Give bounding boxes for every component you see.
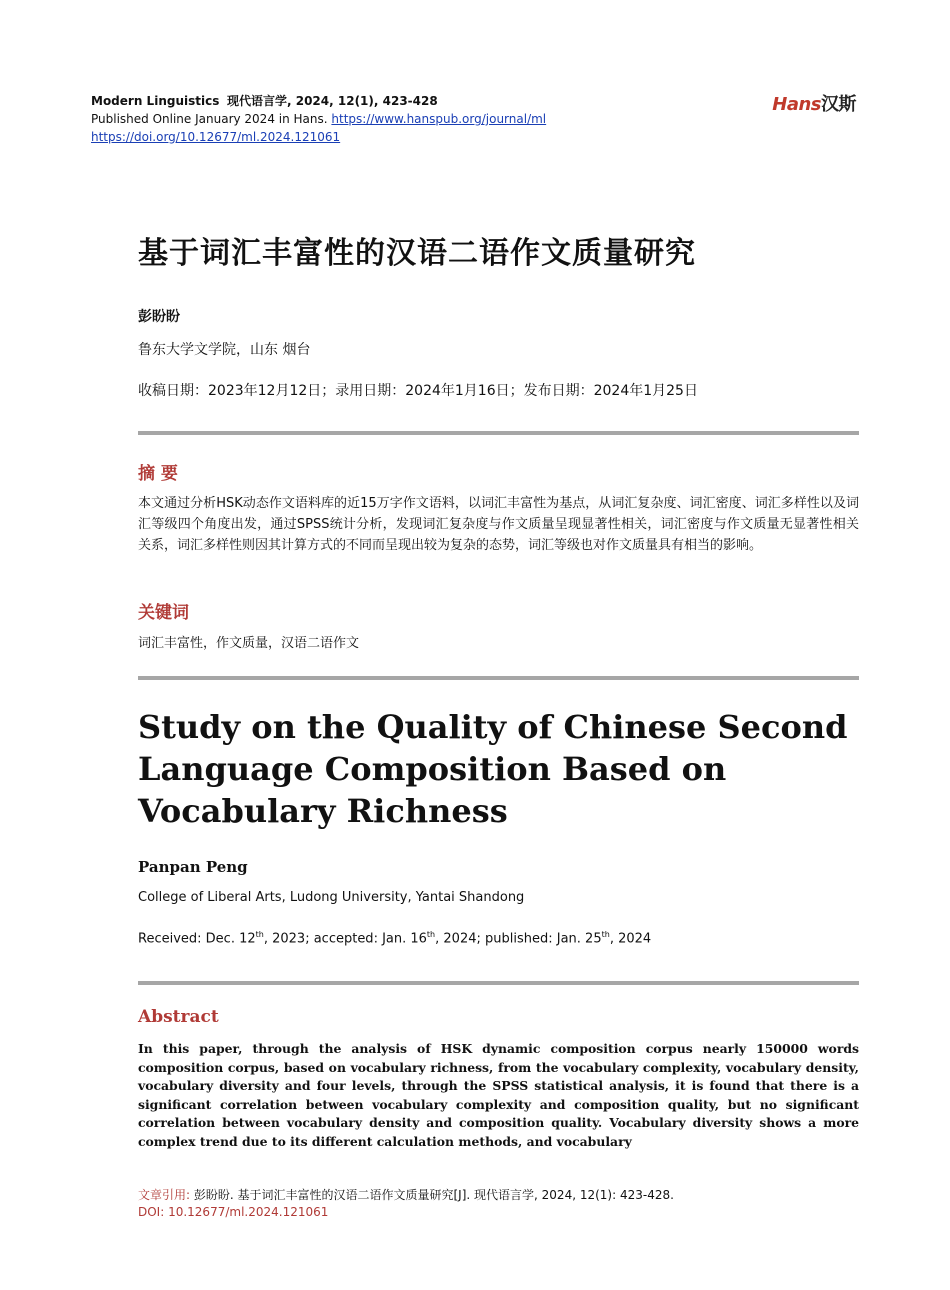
- abstract-heading-en: Abstract: [138, 1007, 219, 1027]
- doi-line: [91, 128, 340, 146]
- author-zh: 彭盼盼: [138, 309, 180, 325]
- citation-text: 彭盼盼. 基于词汇丰富性的汉语二语作文质量研究[J]. 现代语言学, 2024, 12(1): 423-428.: [193, 1188, 674, 1202]
- dates-en: Received: Dec. 12th, 2023; accepted: Jan. 16th, 2024; published: Jan. 25th, 2024: [138, 930, 652, 947]
- hans-logo: [772, 90, 856, 116]
- abstract-en: In this paper, through the analysis of HSK dynamic composition corpus nearly 150000 words composition corpus, based on vocabulary richness, from the vocabulary complexity, vocabulary density, vocabulary diversity and four levels, through the SPSS statistical analysis, it is found that there is a significant correlation between vocabulary complexity and composition quality, but no significant correlation between vocabulary density and composition quality. Vocabulary diversity shows a more complex trend due to its different calculation methods, and vocabulary: [138, 1041, 859, 1149]
- journal-name: Modern Linguistics: [91, 94, 220, 108]
- keywords-heading-zh: 关键词: [138, 603, 189, 623]
- title-en: Study on the Quality of Chinese Second Language Composition Based on Vocabulary Richness: [138, 708, 848, 830]
- divider-2: [138, 676, 859, 680]
- affiliation-zh: 鲁东大学文学院，山东 烟台: [138, 342, 311, 358]
- keywords-zh: 词汇丰富性，作文质量，汉语二语作文: [138, 636, 360, 651]
- logo-en: Hans: [772, 94, 821, 115]
- divider-1: [138, 431, 859, 435]
- citation: [138, 1186, 674, 1205]
- author-en: Panpan Peng: [138, 858, 248, 876]
- journal-line: [91, 92, 438, 110]
- abstract-zh: 本文通过分析HSK动态作文语料库的近15万字作文语料，以词汇丰富性为基点，从词汇复杂度、词汇密度、词汇多样性以及词汇等级四个角度出发，通过SPSS统计分析，发现词汇复杂度与作文质量呈现显著性相关，词汇密度与作文质量无显著性相关关系，词汇多样性则因其计算方式的不同而呈现出较为复杂的态势，词汇等级也对作文质量具有相当的影响。: [138, 496, 859, 553]
- journal-url-link[interactable]: https://www.hanspub.org/journal/ml: [331, 112, 547, 126]
- published-line: [91, 110, 546, 128]
- dates-zh: 收稿日期：2023年12月12日；录用日期：2024年1月16日；发布日期：2024年1月25日: [138, 383, 698, 399]
- logo-cn: 汉斯: [821, 94, 856, 115]
- doi-url-link[interactable]: https://doi.org/10.12677/ml.2024.121061: [91, 130, 341, 144]
- divider-3: [138, 981, 859, 985]
- title-zh: 基于词汇丰富性的汉语二语作文质量研究: [138, 236, 696, 271]
- abstract-heading-zh: 摘 要: [138, 464, 178, 484]
- affiliation-en: College of Liberal Arts, Ludong University, Yantai Shandong: [138, 890, 525, 905]
- citation-doi: DOI: 10.12677/ml.2024.121061: [138, 1205, 329, 1219]
- published-text: Published Online January 2024 in Hans.: [91, 112, 328, 126]
- journal-issue: 现代语言学, 2024, 12(1), 423-428: [227, 94, 438, 108]
- citation-label: 文章引用:: [138, 1188, 191, 1202]
